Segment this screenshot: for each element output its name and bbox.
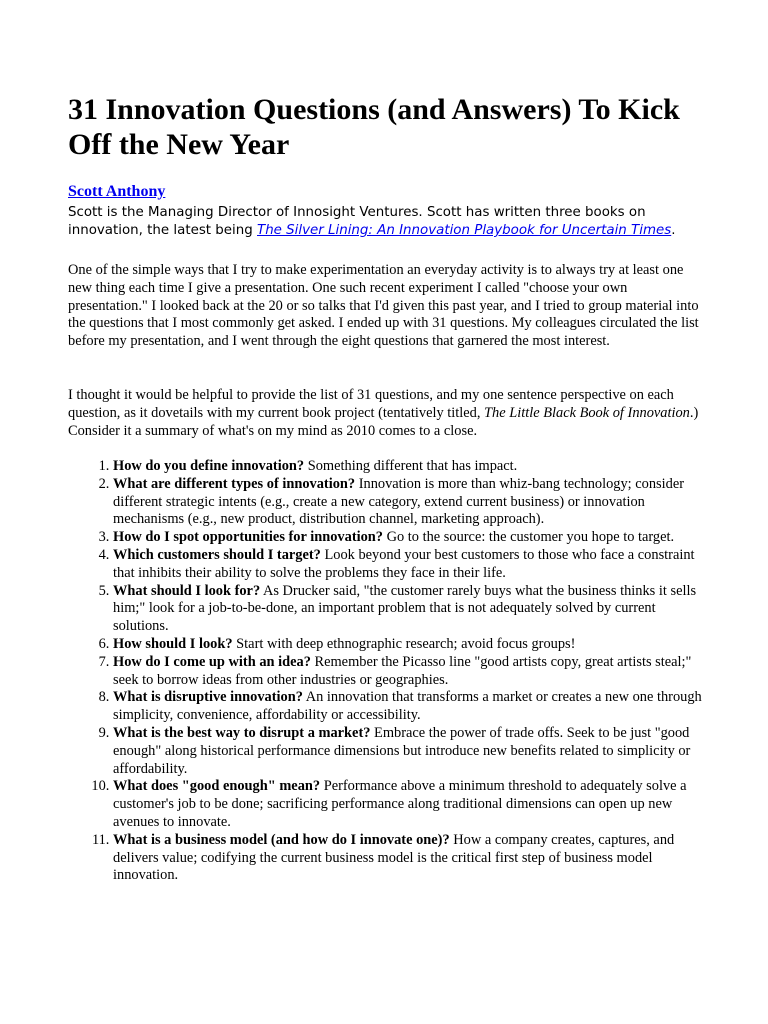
context-text: I thought it would be helpful to provide the list of 31 questions, and my one sentence perspective on each question, as it dovetails with my current book project (tentatively titled, xyxy=(68,387,674,421)
answer-text: Remember the Picasso line "good artists copy, great artists steal;" seek to borrow ideas from other industries or geographies. xyxy=(113,653,692,688)
question-text: What should I look for? xyxy=(113,582,261,599)
answer-text: Go to the source: the customer you hope to target. xyxy=(383,529,675,546)
book-link[interactable]: The Silver Lining: An Innovation Playbook for Uncertain Times xyxy=(257,223,672,238)
bio-end: . xyxy=(671,223,676,238)
answer-text: As Drucker said, "the customer rarely buys what the business thinks it sells him;" look for a job-to-be-done, an important problem that is not adequately solved by current solutions. xyxy=(113,582,697,635)
answer-text: An innovation that transforms a market or creates a new one through simplicity, convenience, affordability or accessibility. xyxy=(113,689,702,724)
author-link[interactable]: Scott Anthony xyxy=(68,183,166,200)
question-text: How do I spot opportunities for innovation? xyxy=(113,529,384,546)
questions-list xyxy=(68,458,704,885)
intro-paragraph: One of the simple ways that I try to make experimentation an everyday activity is to always try at least one new thing each time I give a presentation. One such recent experiment I called "choose your own presentation." I looked back at the 20 or so talks that I'd given this past year, and I tried to group material into the questions that I most commonly get asked. I ended up with 31 questions. My colleagues circulated the list before my presentation, and I went through the eight questions that garnered the most interest. xyxy=(68,262,699,350)
article-title: 31 Innovation Questions (and Answers) To Kick Off the New Year xyxy=(68,93,680,161)
answer-text: Look beyond your best customers to those who face a constraint that inhibits their ability to solve the problems they face in their life. xyxy=(113,546,695,581)
answer-text: How a company creates, captures, and delivers value; codifying the current business model is the critical first step of business model innovation. xyxy=(113,831,675,884)
question-text: What is the best way to disrupt a market? xyxy=(113,724,371,741)
list-item xyxy=(113,458,704,476)
list-item xyxy=(113,832,704,885)
question-text: How should I look? xyxy=(113,635,233,652)
answer-text: Embrace the power of trade offs. Seek to be just "good enough" along historical performance dimensions but introduce new benefits related to simplicity or affordability. xyxy=(113,724,691,777)
list-item xyxy=(113,778,704,831)
answer-text: Performance above a minimum threshold to adequately solve a customer's job to be done; sacrificing performance along traditional dimensions can open up new avenues to innovate. xyxy=(113,778,687,830)
book-title: The Little Black Book of Innovation xyxy=(484,404,690,421)
question-text: What are different types of innovation? xyxy=(113,475,356,492)
list-item xyxy=(113,529,704,547)
bio-text: Scott is the Managing Director of Innosight Ventures. Scott has written three books on innovation, the latest being xyxy=(68,205,646,238)
question-text: How do I come up with an idea? xyxy=(113,653,311,670)
list-item xyxy=(113,654,704,690)
context-end: .) Consider it a summary of what's on my mind as 2010 comes to a close. xyxy=(68,404,699,439)
context-paragraph xyxy=(68,387,703,440)
list-item xyxy=(113,476,704,529)
author-bio xyxy=(68,204,708,240)
list-item xyxy=(113,636,704,654)
list-item xyxy=(113,689,704,725)
question-text: How do you define innovation? xyxy=(113,458,305,474)
question-text: What is disruptive innovation? xyxy=(113,689,303,706)
list-item xyxy=(113,547,704,583)
answer-text: Innovation is more than whiz-bang technology; consider different strategic intents (e.g., create a new category, extend current business) or innovation mechanisms (e.g., new product, distribution channel, marketing approach). xyxy=(113,475,685,528)
list-item xyxy=(113,583,704,636)
list-item xyxy=(113,725,704,778)
question-text: Which customers should I target? xyxy=(113,546,321,563)
answer-text: Start with deep ethnographic research; avoid focus groups! xyxy=(232,635,576,652)
question-text: What does "good enough" mean? xyxy=(113,778,321,795)
answer-text: Something different that has impact. xyxy=(304,458,518,474)
question-text: What is a business model (and how do I innovate one)? xyxy=(113,831,450,848)
